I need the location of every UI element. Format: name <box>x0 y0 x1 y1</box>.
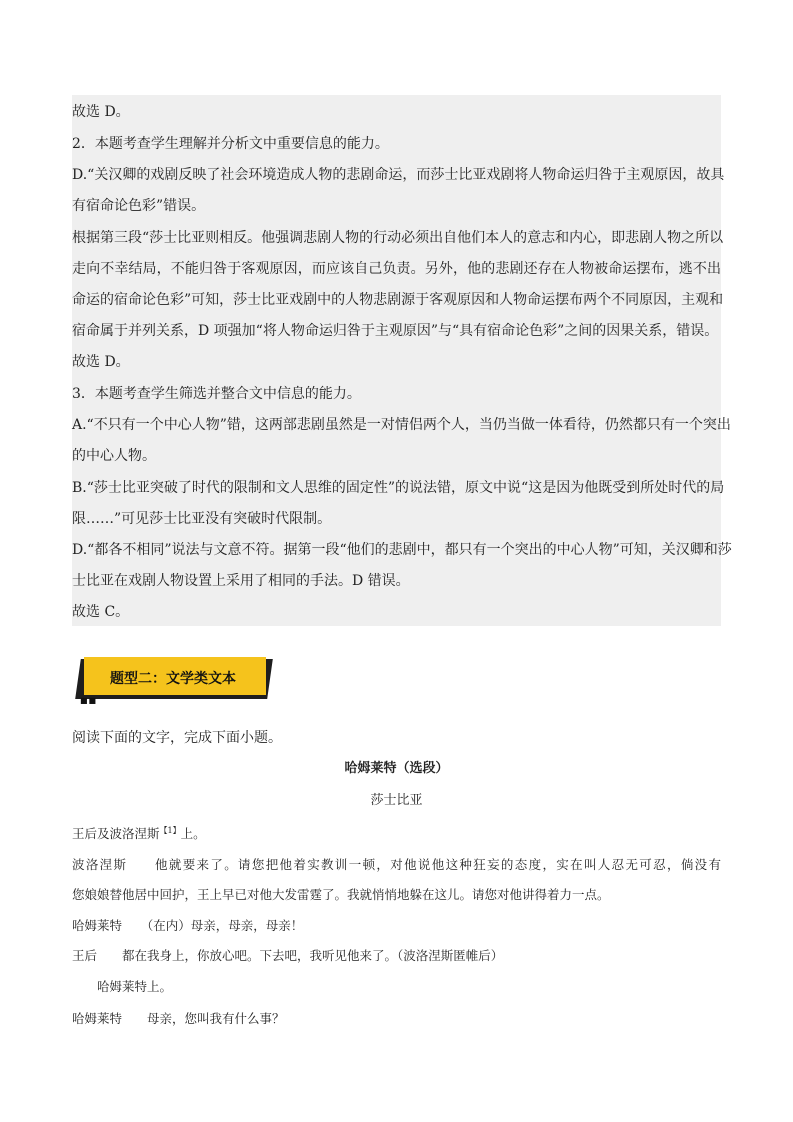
answer-line: D.“都各不相同”说法与文意不符。据第一段“他们的悲剧中，都只有一个突出的中心人物”可知，关汉卿和莎 <box>72 542 732 558</box>
dialogue-line: 哈姆莱特 （在内）母亲，母亲，母亲！ <box>72 918 304 933</box>
answer-line: 2．本题考查学生理解并分析文中重要信息的能力。 <box>72 136 389 152</box>
stage-direction: 哈姆莱特上。 <box>72 979 173 994</box>
answer-line: A.“不只有一个中心人物”错，这两部悲剧虽然是一对情侣两个人，当仍当做一体看待，仍然都只有一个突出 <box>72 417 731 433</box>
dialogue-line: 哈姆莱特 母亲，您叫我有什么事？ <box>72 1011 285 1026</box>
dialogue-line: 您娘娘替他居中回护，王上早已对他大发雷霆了。我就悄悄地躲在这儿。请您对他讲得着力一点。 <box>72 887 610 902</box>
answer-line: B.“莎士比亚突破了时代的限制和文人思维的固定性”的说法错，原文中说“这是因为他既受到所处时代的局 <box>72 480 725 496</box>
dialogue-line: 王后 都在我身上，你放心吧。下去吧，我听见他来了。（波洛涅斯匿帷后） <box>72 948 504 963</box>
section-heading <box>76 655 272 705</box>
answer-line: 3．本题考查学生筛选并整合文中信息的能力。 <box>72 386 361 402</box>
answer-line: D.“关汉卿的戏剧反映了社会环境造成人物的悲剧命运，而莎士比亚戏剧将人物命运归咎于主观原因，故具 <box>72 167 725 183</box>
passage-title: 哈姆莱特（选段） <box>344 761 449 776</box>
answer-line: 士比亚在戏剧人物设置上采用了相同的手法。D 错误。 <box>72 573 410 589</box>
answer-line: 限……”可见莎士比亚没有突破时代限制。 <box>72 511 332 527</box>
answer-line: 命运的宿命论色彩”可知，莎士比亚戏剧中的人物悲剧源于客观原因和人物命运摆布两个不同原因，主观和 <box>72 292 724 308</box>
section-heading-text: 题型二：文学类文本 <box>110 671 236 687</box>
answer-line: 故选 D。 <box>72 104 130 120</box>
stage-direction <box>72 822 206 843</box>
heading-decoration: ■■ <box>80 696 98 705</box>
answer-line: 走向不幸结局，不能归咎于客观原因，而应该自己负责。另外，他的悲剧还存在人物被命运摆布，逃不出 <box>72 261 721 277</box>
instruction-text: 阅读下面的文字，完成下面小题。 <box>72 730 282 746</box>
answer-line: 的中心人物。 <box>72 448 156 464</box>
footnote-marker: 【1】 <box>159 826 181 835</box>
answer-line: 有宿命论色彩”错误。 <box>72 198 206 214</box>
passage-author: 莎士比亚 <box>370 793 423 808</box>
stage-direction-text: 王后及波洛涅斯 <box>72 826 160 842</box>
answer-line: 故选 D。 <box>72 354 130 370</box>
answer-line: 根据第三段“莎士比亚则相反。他强调悲剧人物的行动必须出自他们本人的意志和内心，即悲剧人物之所以 <box>72 230 724 246</box>
dialogue-line: 波洛涅斯 他就要来了。请您把他着实教训一顿，对他说他这种狂妄的态度，实在叫人忍无可忍，倘没有 <box>72 857 721 872</box>
answer-line: 宿命属于并列关系，D 项强加“将人物命运归咎于主观原因”与“具有宿命论色彩”之间的因果关系，错误。 <box>72 323 719 339</box>
answer-line: 故选 C。 <box>72 604 130 620</box>
stage-direction-end: 上。 <box>180 826 206 842</box>
